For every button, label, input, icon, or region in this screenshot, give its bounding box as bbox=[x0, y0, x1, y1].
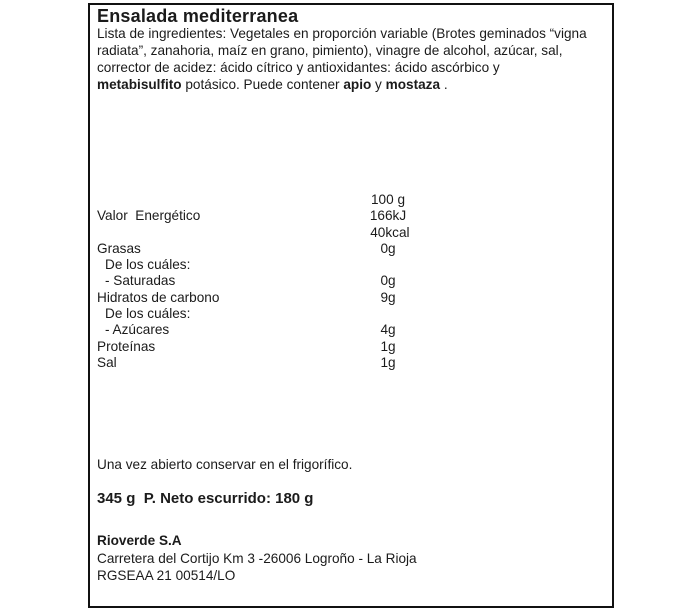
ingredient-text: y bbox=[371, 77, 386, 92]
storage-note: Una vez abierto conservar en el frigorífico. bbox=[97, 457, 353, 472]
nutrition-header-row bbox=[97, 192, 609, 208]
nutrition-row bbox=[97, 306, 609, 322]
nutrition-table-rows bbox=[97, 208, 609, 371]
nutrition-row-value: 1g bbox=[380, 354, 396, 370]
nutrition-row-label: Sal bbox=[97, 354, 117, 370]
nutrition-row-value: 40kcal bbox=[366, 224, 410, 240]
nutrition-row-value: 9g bbox=[380, 289, 396, 305]
ingredient-text: corrector de acidez: ácido cítrico y antioxidantes: ácido ascórbico y bbox=[97, 60, 500, 75]
nutrition-row bbox=[97, 241, 609, 257]
nutrition-row bbox=[97, 225, 609, 241]
nutrition-row-value: 166kJ bbox=[369, 208, 407, 224]
ingredient-allergen: mostaza bbox=[385, 77, 441, 92]
nutrition-row-label: Hidratos de carbono bbox=[97, 289, 220, 305]
nutrition-row bbox=[97, 257, 609, 273]
ingredient-text: Lista de ingredientes: Vegetales en proporción variable (Brotes geminados “vigna bbox=[97, 26, 587, 41]
ingredients-paragraph bbox=[97, 25, 609, 93]
nutrition-row-label: De los cuáles: bbox=[105, 306, 191, 322]
nutrition-row-label: Proteínas bbox=[97, 338, 156, 354]
ingredient-allergen: metabisulfito bbox=[97, 77, 182, 92]
ingredients-line bbox=[97, 59, 609, 76]
manufacturer-registration: RGSEAA 21 00514/LO bbox=[97, 568, 236, 583]
nutrition-row-value: 4g bbox=[380, 322, 396, 338]
ingredients-line bbox=[97, 42, 609, 59]
product-title: Ensalada mediterranea bbox=[97, 6, 299, 26]
manufacturer-name: Rioverde S.A bbox=[97, 533, 182, 548]
nutrition-row-value: 0g bbox=[380, 240, 396, 256]
ingredient-text: . bbox=[440, 77, 448, 92]
nutrition-row bbox=[97, 355, 609, 371]
nutrition-row bbox=[97, 208, 609, 224]
ingredient-allergen: apio bbox=[343, 77, 372, 92]
net-weight-line: 345 g P. Neto escurrido: 180 g bbox=[97, 490, 314, 507]
nutrition-row bbox=[97, 290, 609, 306]
nutrition-row-label: - Saturadas bbox=[105, 273, 176, 289]
ingredients-line bbox=[97, 25, 609, 42]
manufacturer-address: Carretera del Cortijo Km 3 -26006 Logroño - La Rioja bbox=[97, 550, 417, 566]
nutrition-row bbox=[97, 273, 609, 289]
nutrition-table bbox=[97, 192, 609, 371]
nutrition-row bbox=[97, 339, 609, 355]
nutrition-column-header: 100 g bbox=[370, 192, 406, 207]
nutrition-row-label: - Azúcares bbox=[105, 322, 170, 338]
nutrition-row-label: De los cuáles: bbox=[105, 257, 191, 273]
nutrition-row-value: 0g bbox=[380, 273, 396, 289]
nutrition-row-label: Grasas bbox=[97, 240, 141, 256]
nutrition-row-label: Valor Energético bbox=[97, 208, 201, 224]
ingredient-text: radiata”, zanahoria, maíz en grano, pimiento), vinagre de alcohol, azúcar, sal, bbox=[97, 43, 563, 58]
nutrition-row bbox=[97, 322, 609, 338]
ingredient-text: potásico. Puede contener bbox=[181, 77, 344, 92]
nutrition-row-value: 1g bbox=[380, 338, 396, 354]
manufacturer-block bbox=[97, 532, 417, 585]
product-label-box bbox=[88, 3, 614, 608]
ingredients-line bbox=[97, 76, 609, 93]
